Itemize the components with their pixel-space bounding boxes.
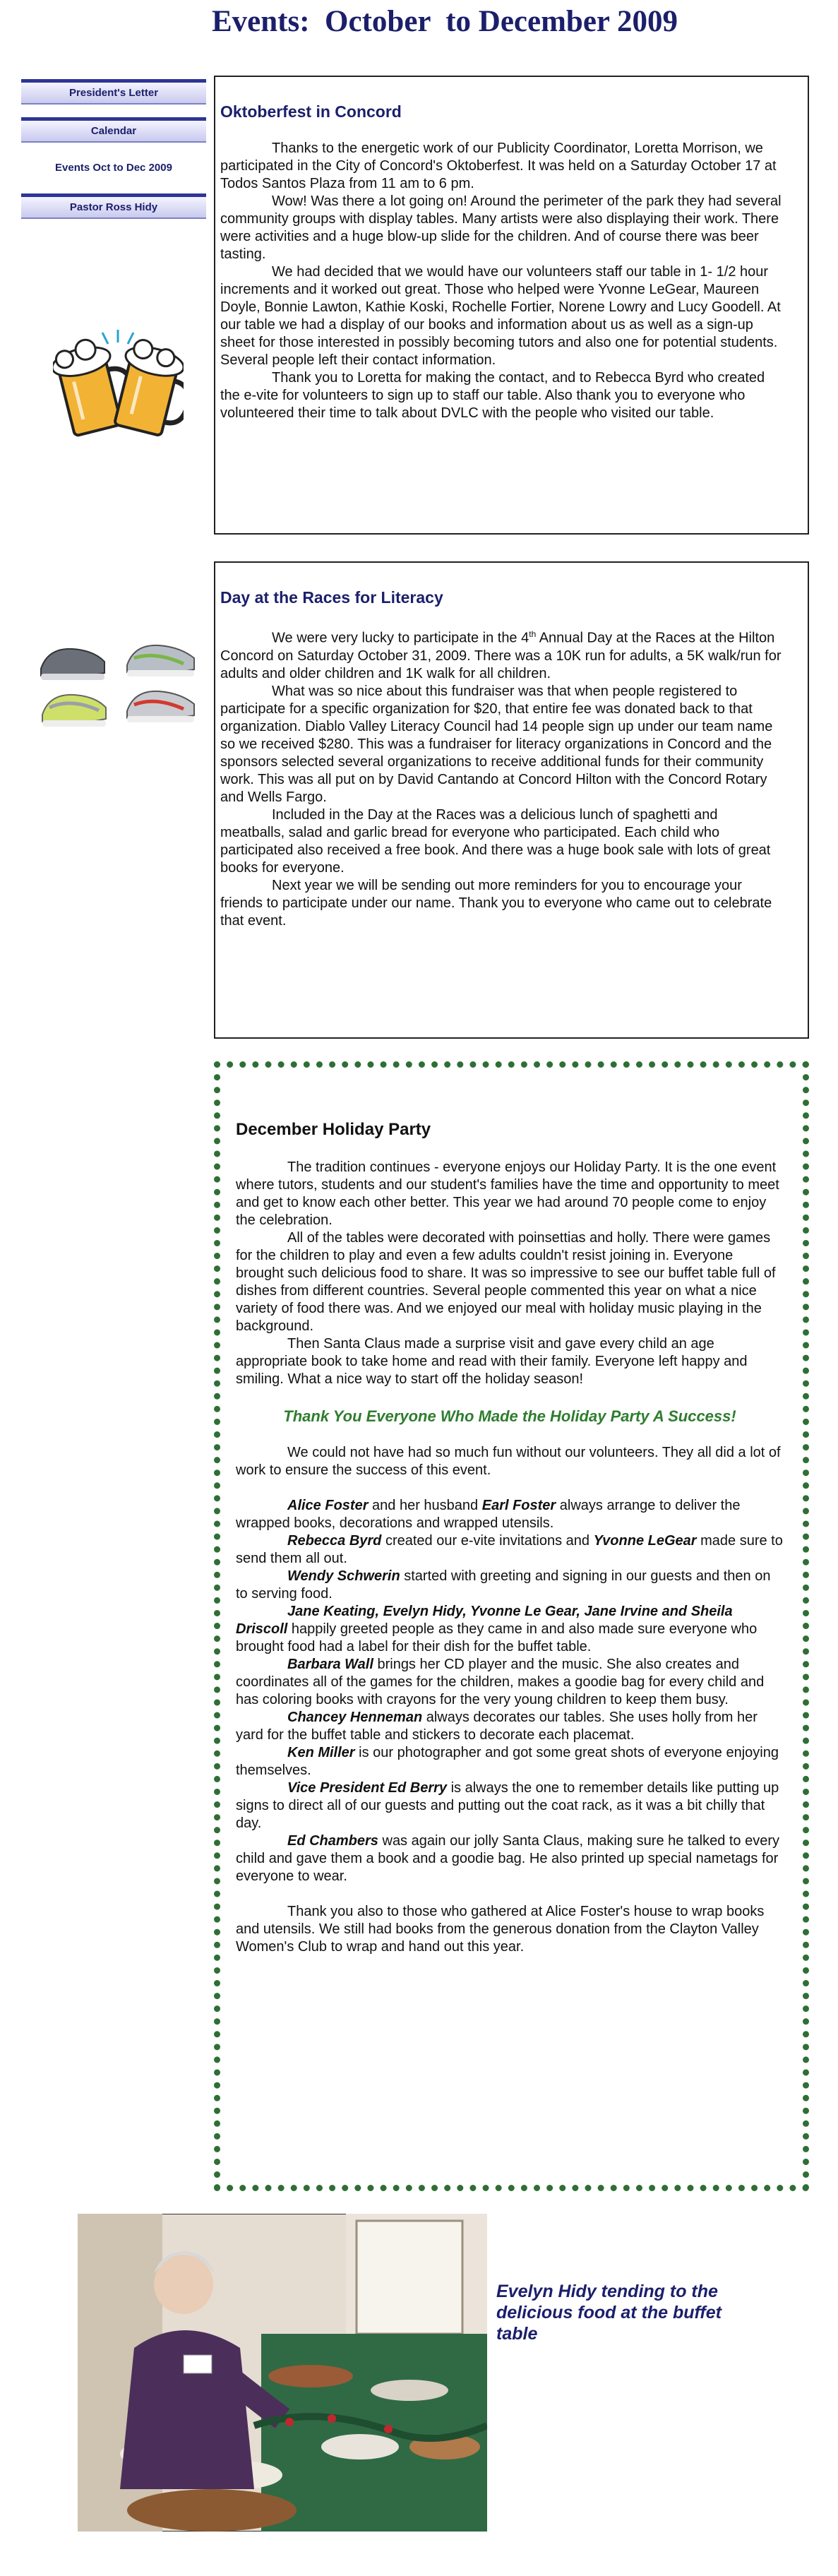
volunteer-name: Ken Miller (287, 1744, 355, 1760)
credit-text: is our photographer and got some great shots of everyone enjoying themselves. (236, 1744, 779, 1778)
oktoberfest-heading: Oktoberfest in Concord (220, 102, 402, 121)
credit-item (236, 1497, 784, 1532)
races-section (214, 561, 809, 1039)
paragraph: The tradition continues - everyone enjoys our Holiday Party. It is the one event where tutors, students and our student's families have the time and opportunity to meet and get to know each other better. This year we had around 70 people come to enjoy the celebration. (236, 1159, 779, 1228)
credit-text: always decorates our tables. She uses holly from her yard for the buffet table and stickers to decorate each placemat. (236, 1709, 758, 1743)
paragraph: Then Santa Claus made a surprise visit and gave every child an age appropriate book to take home and read with their family. Everyone left happy and smiling. What a nice way to start off the holiday season! (236, 1335, 748, 1387)
credit-item (236, 1532, 784, 1568)
volunteer-name: Rebecca Byrd (287, 1532, 382, 1549)
paragraph: Thanks to the energetic work of our Publicity Coordinator, Loretta Morrison, we participated in the City of Concord's Oktoberfest. It was held on a Saturday October 17 at Todos Santos Plaza from 11 am to 6 pm. (220, 141, 777, 191)
credit-item (236, 1656, 784, 1709)
credit-text: always arrange to deliver the wrapped books, decorations and wrapped utensils. (236, 1497, 741, 1531)
credit-item (236, 1709, 784, 1744)
holiday-section (214, 1061, 809, 2191)
credit-item (236, 1568, 784, 1603)
nav-events[interactable]: Events Oct to Dec 2009 (21, 155, 206, 180)
paragraph: Next year we will be sending out more reminders for you to encourage your friends to participate under our name. Thank you to everyone who came out to celebrate that event. (220, 877, 772, 929)
credit-item (236, 1832, 784, 1885)
races-p1-before: We were very lucky to participate in the 4 (272, 630, 529, 646)
volunteer-name: Earl Foster (481, 1497, 556, 1513)
photo-caption: Evelyn Hidy tending to the delicious food at the buffet table (496, 2282, 722, 2344)
races-body (220, 626, 785, 930)
credit-text: started with greeting and signing in our guests and then on to serving food. (236, 1568, 771, 1602)
paragraph: Thank you to Loretta for making the contact, and to Rebecca Byrd who created the e-vite for volunteers to sign up to staff our table. Also thank you to everyone who volunteered their time to talk about DVLC with the people who visited our table. (220, 370, 765, 421)
oktoberfest-section (214, 76, 809, 535)
volunteer-name: Ed Chambers (287, 1832, 378, 1849)
running-shoes-icon (35, 637, 208, 736)
paragraph: Included in the Day at the Races was a delicious lunch of spaghetti and meatballs, salad and garlic bread for everyone who participated. Each child who participated also received a free book. And there was a huge book sale with lots of great books for everyone. (220, 806, 771, 876)
beer-mugs-icon (53, 328, 184, 441)
volunteer-name: Yvonne LeGear (593, 1532, 697, 1549)
nav-pastor-ross-hidy[interactable]: Pastor Ross Hidy (21, 193, 206, 219)
volunteer-name: Alice Foster (287, 1497, 369, 1513)
credit-text: and her husband (368, 1497, 482, 1513)
paragraph: Thank you also to those who gathered at Alice Foster's house to wrap books and utensils. We still had books from the generous donation from the Clayton Valley Women's Club to wrap and hand out this year. (236, 1903, 765, 1955)
page-title: Events: October to December 2009 (212, 5, 678, 38)
paragraph: All of the tables were decorated with poinsettias and holly. There were games for the children to play and even a few adults couldn't resist joining in. Everyone brought such delicious food to share. It was so impressive to see our buffet table full of dishes from different countries. Several people commented this year on what a nice variety of food there was. And we enjoyed our meal with holiday music playing in the background. (236, 1229, 776, 1334)
credit-text: is always the one to remember details like putting up signs to direct all of our guests and putting out the coat rack, as it was a bit chilly that day. (236, 1779, 779, 1831)
paragraph: Wow! Was there a lot going on! Around the perimeter of the park they had several community groups with display tables. Many artists were also displaying their work. There were activities and a huge blow-up slide for the children. And of course there was beer tasting. (220, 193, 782, 262)
nav-presidents-letter[interactable]: President's Letter (21, 79, 206, 105)
volunteer-name: Wendy Schwerin (287, 1568, 400, 1584)
thanks-banner: Thank You Everyone Who Made the Holiday Party A Success! (283, 1407, 736, 1425)
holiday-body (236, 1159, 784, 1956)
nav-calendar[interactable]: Calendar (21, 117, 206, 143)
paragraph: We could not have had so much fun without our volunteers. They all did a lot of work to ensure the success of this event. (236, 1444, 781, 1478)
credit-text: created our e-vite invitations and (381, 1532, 594, 1549)
credit-text: was again our jolly Santa Claus, making sure he talked to every child and gave them a book and a goodie bag. He also printed up special nametags for everyone to wear. (236, 1832, 780, 1884)
credit-item (236, 1603, 784, 1656)
volunteer-name: Barbara Wall (287, 1656, 373, 1672)
oktoberfest-body (220, 140, 785, 422)
races-p1-after: Annual Day at the Races at the Hilton Concord on Saturday October 31, 2009. There was a 10K run for adults, a 5K walk/run for adults and older children and 1K walk for all children. (220, 630, 782, 681)
races-p1-sup: th (529, 629, 537, 639)
credit-text: brings her CD player and the music. She also creates and coordinates all of the games for the children, makes a goodie bag for every child and has coloring books with crayons for the very young children to keep them busy. (236, 1656, 765, 1707)
volunteer-name: Jane Keating, Evelyn Hidy, Yvonne Le Gear, Jane Irvine and Sheila Driscoll (236, 1603, 733, 1637)
paragraph (220, 626, 785, 683)
volunteer-name: Vice President Ed Berry (287, 1779, 448, 1796)
races-heading: Day at the Races for Literacy (220, 588, 443, 607)
buffet-photo (78, 2214, 487, 2532)
paragraph: We had decided that we would have our volunteers staff our table in 1- 1/2 hour increments and it worked out great. Those who helped were Yvonne LeGear, Maureen Doyle, Bonnie Lawton, Kathie Koski, Rochelle Fortier, Norene Lowry and Lucy Goodell. At our table we had a display of our books and information about us as well as a sign-up sheet for those interested in possibly becoming tutors and also one for potential students. Several people left their contact information. (220, 264, 781, 368)
volunteer-name: Chancey Henneman (287, 1709, 423, 1725)
holiday-heading: December Holiday Party (236, 1119, 431, 1139)
volunteer-credits (236, 1497, 784, 1885)
credit-text: made sure to send them all out. (236, 1532, 783, 1566)
credit-text: happily greeted people as they came in and also made sure everyone who brought food had a label for their dish for the buffet table. (236, 1621, 758, 1654)
credit-item (236, 1779, 784, 1832)
paragraph: What was so nice about this fundraiser was that when people registered to participate for a specific organization for $20, that entire fee was donated back to that organization. Diablo Valley Literacy Council had 14 people sign up under our team name so we received $280. This was a fundraiser for literacy organizations in Concord and the sponsors selected several organizations to receive additional funds for their community work. This was all put on by David Cantando at Concord Hilton with the Concord Rotary and Wells Fargo. (220, 683, 773, 805)
credit-item (236, 1744, 784, 1779)
